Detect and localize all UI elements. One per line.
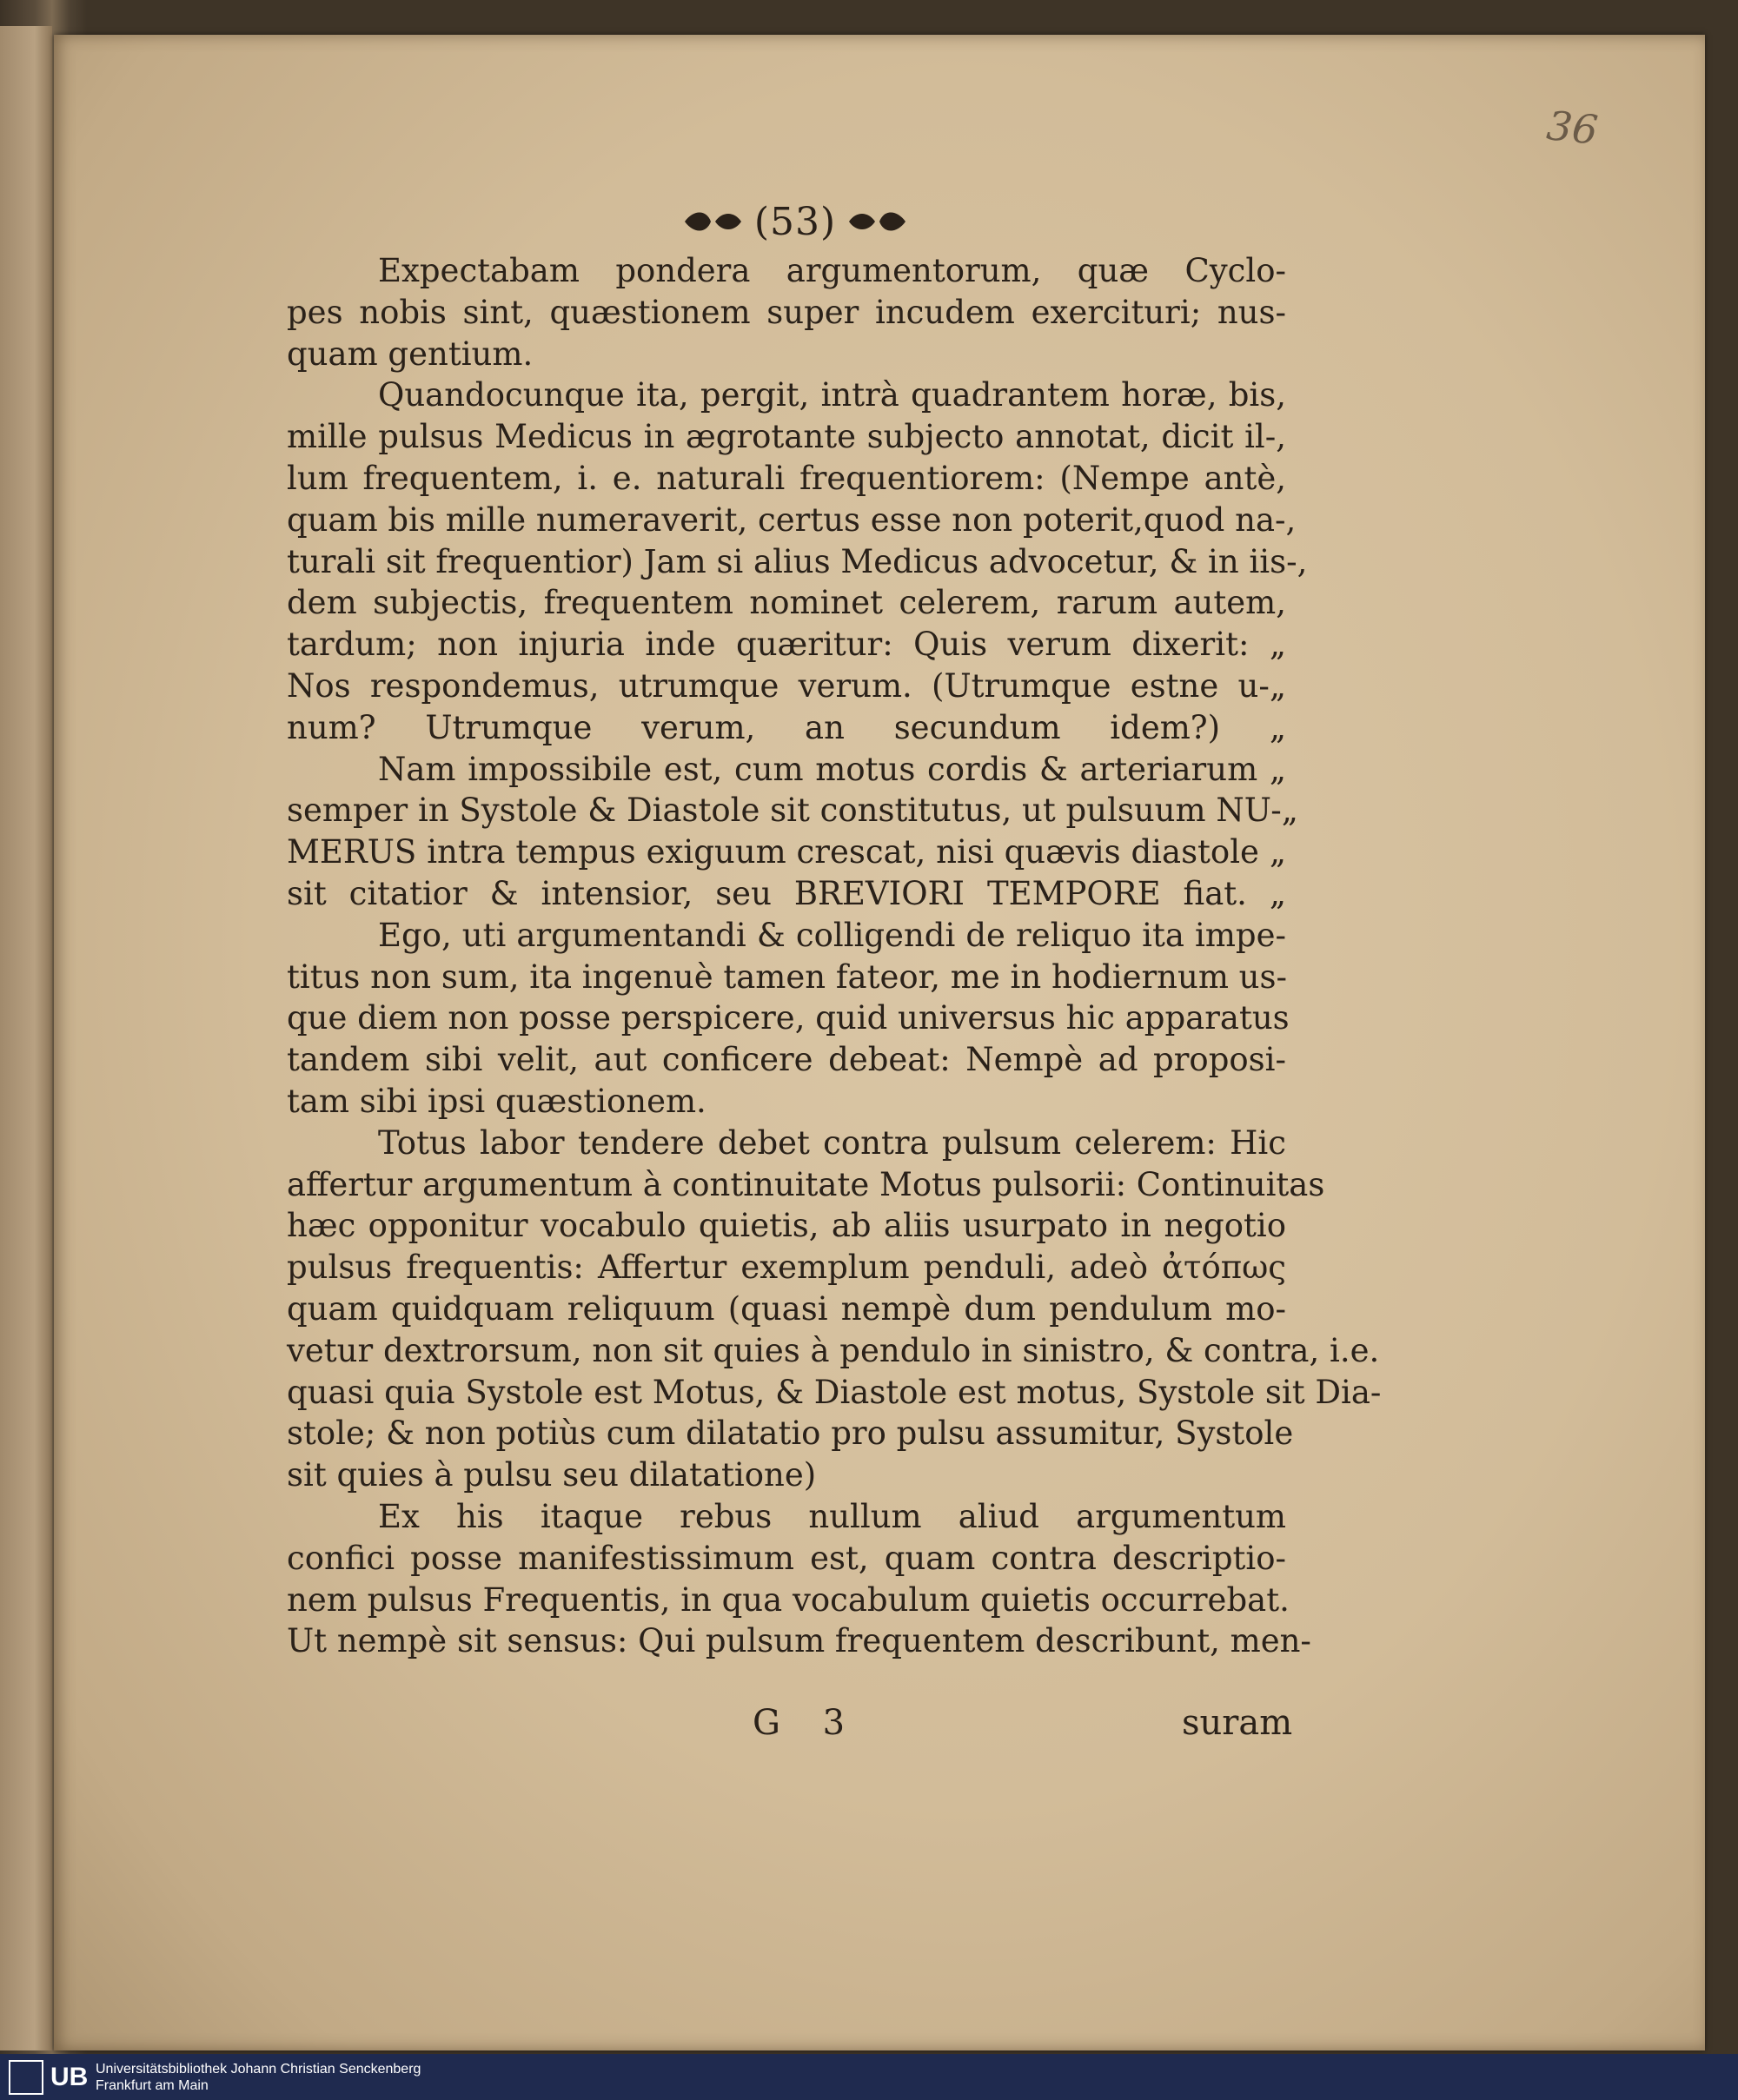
library-name-line2: Frankfurt am Main	[96, 2077, 209, 2093]
ornament-left-icon	[680, 206, 746, 237]
ornament-right-icon	[845, 206, 910, 237]
text-line: tardum; non injuria inde quæritur: Quis verum dixerit: „	[287, 626, 1286, 664]
text-line: sit quies à pulsu seu dilatatione)	[287, 1456, 817, 1494]
text-line: quam bis mille numeraverit, certus esse non poterit,quod na-,	[287, 500, 1297, 539]
library-logo	[9, 2060, 96, 2095]
text-line: num? Utrumque verum, an secundum idem?) „	[287, 708, 1286, 746]
text-line: quam gentium.	[287, 335, 534, 373]
library-name-line1: Universitätsbibliothek Johann Christian Senckenberg	[96, 2061, 421, 2077]
text-line: Ex his itaque rebus nullum aliud argumentum	[378, 1497, 1286, 1535]
text-line: sit citatior & intensior, seu BREVIORI TEMPORE fiat. „	[287, 874, 1286, 912]
text-line: vetur dextrorsum, non sit quies à pendulo in sinistro, & contra, i.e.	[287, 1331, 1380, 1369]
text-line: dem subjectis, frequentem nominet celerem, rarum autem,	[287, 584, 1286, 622]
page-header	[678, 195, 912, 248]
text-line: hæc opponitur vocabulo quietis, ab aliis usurpato in negotio	[287, 1207, 1286, 1245]
page-number: (53)	[753, 199, 837, 244]
text-line: stole; & non potiùs cum dilatatio pro pulsu assumitur, Systole	[287, 1414, 1294, 1453]
text-line: pulsus frequentis: Affertur exemplum penduli, adeò ἀτόπως	[287, 1249, 1286, 1287]
text-line: semper in Systole & Diastole sit constitutus, ut pulsuum NU-„	[287, 792, 1298, 830]
catchword: suram	[1182, 1703, 1293, 1743]
text-line: MERUS intra tempus exiguum crescat, nisi quævis diastole „	[287, 833, 1286, 871]
text-line: Expectabam pondera argumentorum, quæ Cyclo-	[378, 252, 1286, 289]
text-line: Nam impossibile est, cum motus cordis & arteriarum „	[378, 750, 1286, 788]
library-footer-bar	[0, 2054, 1738, 2100]
signature-mark: G 3	[753, 1703, 861, 1743]
text-line: Ego, uti argumentandi & colligendi de reliquo ita impe-	[378, 916, 1286, 954]
library-name	[96, 2061, 421, 2094]
text-line: que diem non posse perspicere, quid universus hic apparatus	[287, 999, 1290, 1037]
text-line: Totus labor tendere debet contra pulsum celerem: Hic	[378, 1123, 1286, 1162]
text-line: tandem sibi velit, aut conficere debeat: Nempè ad proposi-	[287, 1041, 1286, 1079]
logo-text: UB	[50, 2062, 89, 2091]
text-line: titus non sum, ita ingenuè tamen fateor, me in hodiernum us-	[287, 957, 1287, 996]
facing-page-edge	[0, 26, 52, 2050]
text-line: lum frequentem, i. e. naturali frequentiorem: (Nempe antè,	[287, 459, 1286, 497]
text-line: pes nobis sint, quæstionem super incudem exercituri; nus-	[287, 293, 1286, 331]
body-text	[287, 250, 1382, 1662]
library-logo-icon	[9, 2060, 43, 2095]
text-line: quasi quia Systole est Motus, & Diastole est motus, Systole sit Dia-	[287, 1373, 1382, 1411]
text-line: affertur argumentum à continuitate Motus pulsorii: Continuitas	[287, 1165, 1325, 1203]
handwritten-folio-number: 36	[1544, 102, 1601, 154]
text-line: Ut nempè sit sensus: Qui pulsum frequentem describunt, men-	[287, 1622, 1311, 1660]
text-line: confici posse manifestissimum est, quam contra descriptio-	[287, 1539, 1286, 1577]
text-line: Quandocunque ita, pergit, intrà quadrantem horæ, bis,	[378, 376, 1286, 414]
text-line: tam sibi ipsi quæstionem.	[287, 1082, 706, 1120]
text-line: nem pulsus Frequentis, in qua vocabulum quietis occurrebat.	[287, 1580, 1290, 1619]
text-line: Nos respondemus, utrumque verum. (Utrumque estne u-„	[287, 666, 1286, 705]
text-line: turali sit frequentior) Jam si alius Medicus advocetur, & in iis-,	[287, 542, 1308, 580]
text-line: mille pulsus Medicus in ægrotante subjecto annotat, dicit il-,	[287, 418, 1286, 456]
text-line: quam quidquam reliquum (quasi nempè dum pendulum mo-	[287, 1289, 1286, 1328]
